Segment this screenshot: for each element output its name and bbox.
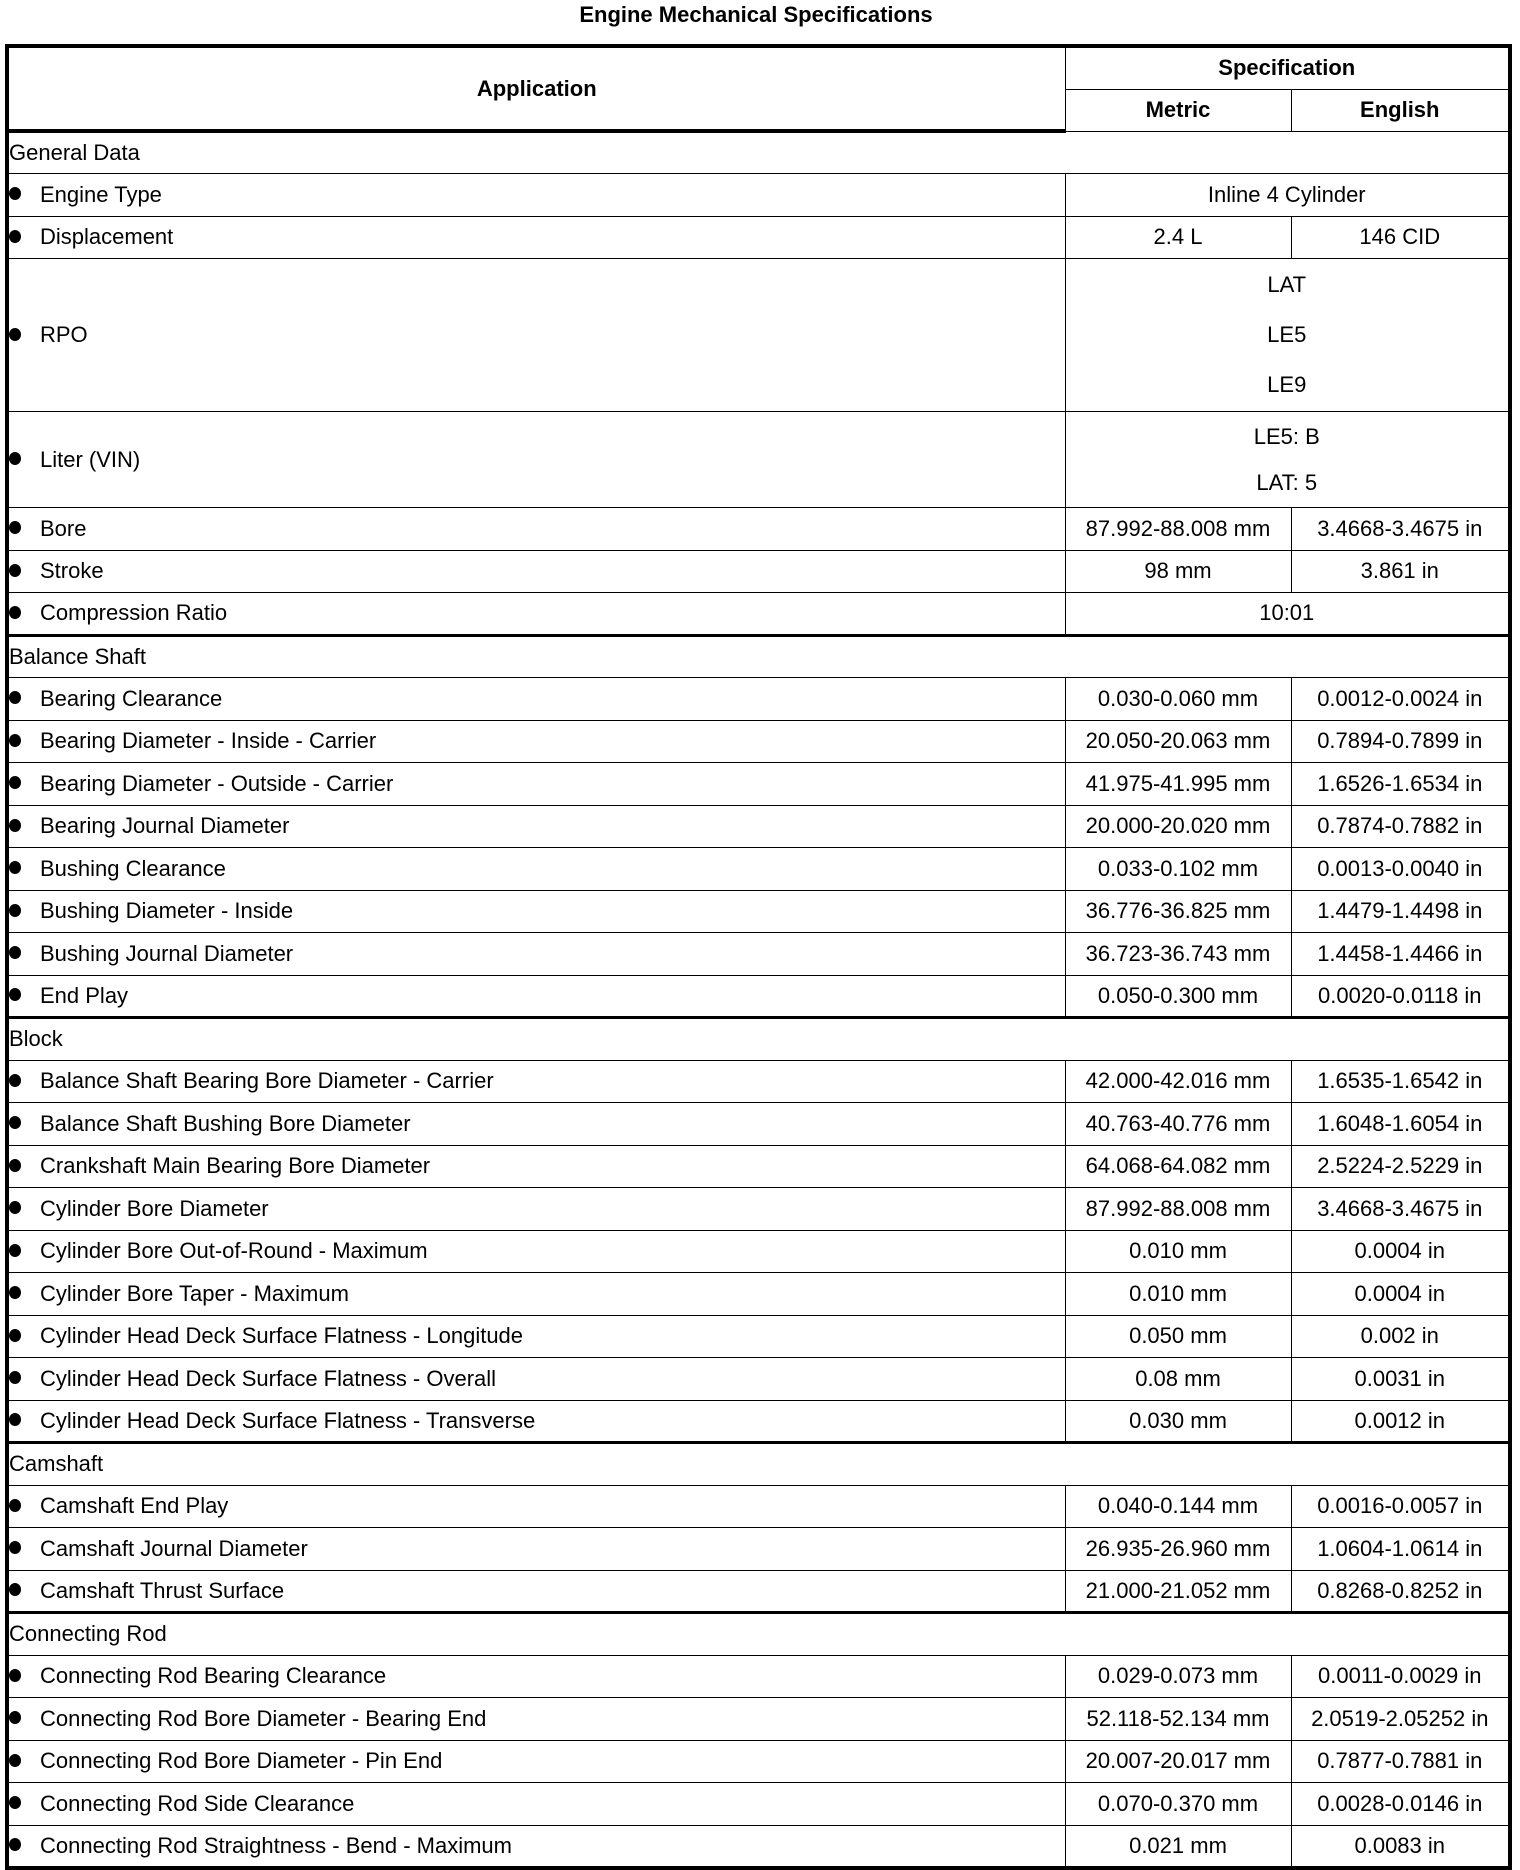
row-label: Camshaft Thrust Surface — [40, 1577, 285, 1603]
bullet-icon — [9, 904, 21, 917]
english-value: 0.0004 in — [1291, 1230, 1510, 1273]
spec-value-multiline — [1065, 412, 1510, 508]
row-label: Camshaft End Play — [40, 1493, 229, 1519]
row-label: Bushing Journal Diameter — [40, 940, 294, 966]
english-value: 0.0012 in — [1291, 1400, 1510, 1443]
english-value: 3.4668-3.4675 in — [1291, 1188, 1510, 1231]
table-row — [7, 720, 1510, 763]
table-row — [7, 1273, 1510, 1316]
bullet-icon — [9, 819, 21, 832]
bullet-icon — [9, 988, 21, 1001]
metric-value: 0.030 mm — [1065, 1400, 1291, 1443]
row-label: Cylinder Bore Taper - Maximum — [40, 1280, 349, 1306]
bullet-icon — [9, 606, 21, 619]
bullet-icon — [9, 1754, 21, 1767]
bullet-icon — [9, 1838, 21, 1851]
section-header-row — [7, 1018, 1510, 1061]
table-row — [7, 1698, 1510, 1741]
bullet-icon — [9, 452, 21, 465]
metric-value: 0.070-0.370 mm — [1065, 1783, 1291, 1826]
row-label-cell — [7, 1315, 1065, 1358]
english-value: 0.8268-0.8252 in — [1291, 1570, 1510, 1613]
row-label-cell — [7, 975, 1065, 1018]
row-label-cell — [7, 1740, 1065, 1783]
spec-value-multiline — [1065, 259, 1510, 412]
table-row — [7, 259, 1510, 412]
row-label: Cylinder Head Deck Surface Flatness - Transverse — [40, 1407, 536, 1433]
metric-value: 0.030-0.060 mm — [1065, 678, 1291, 721]
spec-value-line: LAT: 5 — [1256, 469, 1318, 495]
row-label-cell — [7, 678, 1065, 721]
table-row — [7, 1740, 1510, 1783]
english-value: 2.0519-2.05252 in — [1291, 1698, 1510, 1741]
row-label-cell — [7, 1783, 1065, 1826]
row-label-cell — [7, 1230, 1065, 1273]
row-label: Engine Type — [40, 181, 162, 207]
bullet-icon — [9, 1286, 21, 1299]
column-header-specification: Specification — [1065, 46, 1510, 89]
row-label: Cylinder Head Deck Surface Flatness - Longitude — [40, 1323, 524, 1349]
bullet-icon — [9, 1244, 21, 1257]
section-title: Connecting Rod — [7, 1613, 1510, 1656]
metric-value: 0.010 mm — [1065, 1273, 1291, 1316]
metric-value: 21.000-21.052 mm — [1065, 1570, 1291, 1613]
english-value: 0.0013-0.0040 in — [1291, 848, 1510, 891]
row-label-cell — [7, 1188, 1065, 1231]
english-value: 0.7894-0.7899 in — [1291, 720, 1510, 763]
row-label-cell — [7, 1060, 1065, 1103]
metric-value: 87.992-88.008 mm — [1065, 1188, 1291, 1231]
english-value: 3.4668-3.4675 in — [1291, 508, 1510, 551]
bullet-icon — [9, 1413, 21, 1426]
bullet-icon — [9, 691, 21, 704]
row-label: Bearing Clearance — [40, 685, 223, 711]
table-row — [7, 805, 1510, 848]
metric-value: 64.068-64.082 mm — [1065, 1145, 1291, 1188]
row-label-cell — [7, 1528, 1065, 1571]
english-value: 0.0028-0.0146 in — [1291, 1783, 1510, 1826]
row-label: Camshaft Journal Diameter — [40, 1535, 308, 1561]
english-value: 0.7877-0.7881 in — [1291, 1740, 1510, 1783]
row-label: Bearing Diameter - Outside - Carrier — [40, 770, 394, 796]
row-label: Balance Shaft Bushing Bore Diameter — [40, 1110, 411, 1136]
english-value: 0.0020-0.0118 in — [1291, 975, 1510, 1018]
english-value: 2.5224-2.5229 in — [1291, 1145, 1510, 1188]
bullet-icon — [9, 946, 21, 959]
english-value: 0.0083 in — [1291, 1825, 1510, 1868]
metric-value: 42.000-42.016 mm — [1065, 1060, 1291, 1103]
row-label-cell — [7, 1570, 1065, 1613]
row-label-cell — [7, 593, 1065, 636]
english-value: 1.0604-1.0614 in — [1291, 1528, 1510, 1571]
english-value: 1.6535-1.6542 in — [1291, 1060, 1510, 1103]
table-row — [7, 1358, 1510, 1401]
section-header-row — [7, 1443, 1510, 1486]
table-row — [7, 593, 1510, 636]
column-header-metric: Metric — [1065, 89, 1291, 131]
metric-value: 0.08 mm — [1065, 1358, 1291, 1401]
metric-value: 20.050-20.063 mm — [1065, 720, 1291, 763]
row-label-cell — [7, 1825, 1065, 1868]
bullet-icon — [9, 1669, 21, 1682]
row-label: Connecting Rod Straightness - Bend - Maximum — [40, 1832, 512, 1858]
table-row — [7, 1060, 1510, 1103]
row-label-cell — [7, 890, 1065, 933]
metric-value: 36.776-36.825 mm — [1065, 890, 1291, 933]
table-row — [7, 216, 1510, 259]
metric-value: 0.050-0.300 mm — [1065, 975, 1291, 1018]
row-label: Displacement — [40, 224, 174, 250]
bullet-icon — [9, 1371, 21, 1384]
row-label: Compression Ratio — [40, 600, 228, 626]
bullet-icon — [9, 564, 21, 577]
section-title: General Data — [7, 131, 1510, 174]
bullet-icon — [9, 1159, 21, 1172]
row-label-cell — [7, 1485, 1065, 1528]
metric-value: 52.118-52.134 mm — [1065, 1698, 1291, 1741]
row-label: RPO — [40, 322, 88, 347]
table-row — [7, 1655, 1510, 1698]
row-label: Cylinder Bore Diameter — [40, 1195, 269, 1221]
metric-value: 0.010 mm — [1065, 1230, 1291, 1273]
column-header-application: Application — [7, 46, 1065, 131]
row-label: Stroke — [40, 558, 104, 584]
metric-value: 0.050 mm — [1065, 1315, 1291, 1358]
table-row — [7, 412, 1510, 508]
metric-value: 0.029-0.073 mm — [1065, 1655, 1291, 1698]
row-label: Bore — [40, 515, 87, 541]
row-label-cell — [7, 848, 1065, 891]
table-row — [7, 508, 1510, 551]
table-row — [7, 848, 1510, 891]
table-row — [7, 1188, 1510, 1231]
metric-value: 40.763-40.776 mm — [1065, 1103, 1291, 1146]
bullet-icon — [9, 1499, 21, 1512]
table-row — [7, 1400, 1510, 1443]
metric-value: 0.040-0.144 mm — [1065, 1485, 1291, 1528]
metric-value: 20.000-20.020 mm — [1065, 805, 1291, 848]
row-label: Connecting Rod Bore Diameter - Bearing End — [40, 1705, 487, 1731]
page-title: Engine Mechanical Specifications — [579, 2, 933, 27]
english-value: 0.0016-0.0057 in — [1291, 1485, 1510, 1528]
english-value: 1.4458-1.4466 in — [1291, 933, 1510, 976]
row-label-cell — [7, 1698, 1065, 1741]
metric-value: 98 mm — [1065, 550, 1291, 593]
english-value: 0.0011-0.0029 in — [1291, 1655, 1510, 1698]
table-row — [7, 890, 1510, 933]
section-title: Camshaft — [7, 1443, 1510, 1486]
table-row — [7, 1485, 1510, 1528]
table-row — [7, 975, 1510, 1018]
spec-value-combined: Inline 4 Cylinder — [1065, 174, 1510, 217]
row-label-cell — [7, 1103, 1065, 1146]
bullet-icon — [9, 861, 21, 874]
metric-value: 0.033-0.102 mm — [1065, 848, 1291, 891]
spec-value-line: LE9 — [1267, 372, 1307, 397]
bullet-icon — [9, 1201, 21, 1214]
section-header-row — [7, 131, 1510, 174]
row-label-cell — [7, 720, 1065, 763]
table-row — [7, 1528, 1510, 1571]
english-value: 0.0004 in — [1291, 1273, 1510, 1316]
table-row — [7, 1145, 1510, 1188]
table-row — [7, 1315, 1510, 1358]
table-row — [7, 1783, 1510, 1826]
metric-value: 87.992-88.008 mm — [1065, 508, 1291, 551]
bullet-icon — [9, 1074, 21, 1087]
bullet-icon — [9, 1541, 21, 1554]
row-label-cell — [7, 174, 1065, 217]
row-label-cell — [7, 1145, 1065, 1188]
section-title: Balance Shaft — [7, 635, 1510, 678]
row-label: Liter (VIN) — [40, 446, 141, 472]
english-value: 146 CID — [1291, 216, 1510, 259]
row-label-cell — [7, 412, 1065, 508]
spec-value-list — [1066, 414, 1509, 506]
column-header-english: English — [1291, 89, 1510, 131]
section-title: Block — [7, 1018, 1510, 1061]
bullet-icon — [9, 521, 21, 534]
spec-value-list — [1066, 260, 1509, 410]
bullet-icon — [9, 734, 21, 747]
row-label: Connecting Rod Bore Diameter - Pin End — [40, 1748, 443, 1774]
english-value: 0.7874-0.7882 in — [1291, 805, 1510, 848]
table-row — [7, 933, 1510, 976]
row-label: Cylinder Bore Out-of-Round - Maximum — [40, 1238, 428, 1264]
table-row — [7, 1230, 1510, 1273]
row-label: Connecting Rod Side Clearance — [40, 1790, 355, 1816]
row-label: Bushing Diameter - Inside — [40, 898, 294, 924]
row-label-cell — [7, 550, 1065, 593]
metric-value: 26.935-26.960 mm — [1065, 1528, 1291, 1571]
row-label-cell — [7, 763, 1065, 806]
bullet-icon — [9, 1711, 21, 1724]
section-header-row — [7, 1613, 1510, 1656]
row-label-cell — [7, 216, 1065, 259]
spec-value-line: LE5: B — [1253, 423, 1320, 449]
row-label-cell — [7, 933, 1065, 976]
row-label-cell — [7, 805, 1065, 848]
metric-value: 41.975-41.995 mm — [1065, 763, 1291, 806]
spec-table — [5, 44, 1512, 1870]
bullet-icon — [9, 1329, 21, 1342]
row-label-cell — [7, 1358, 1065, 1401]
english-value: 0.002 in — [1291, 1315, 1510, 1358]
english-value: 1.6526-1.6534 in — [1291, 763, 1510, 806]
table-row — [7, 1570, 1510, 1613]
bullet-icon — [9, 187, 21, 200]
bullet-icon — [9, 230, 21, 243]
english-value: 1.4479-1.4498 in — [1291, 890, 1510, 933]
row-label: Bearing Journal Diameter — [40, 813, 290, 839]
row-label: Cylinder Head Deck Surface Flatness - Overall — [40, 1365, 497, 1391]
row-label: End Play — [40, 982, 129, 1008]
table-row — [7, 550, 1510, 593]
english-value: 3.861 in — [1291, 550, 1510, 593]
metric-value: 0.021 mm — [1065, 1825, 1291, 1868]
spec-value-line: LE5 — [1267, 322, 1307, 347]
table-row — [7, 1825, 1510, 1868]
english-value: 0.0031 in — [1291, 1358, 1510, 1401]
row-label: Bushing Clearance — [40, 855, 226, 881]
row-label-cell — [7, 1273, 1065, 1316]
bullet-icon — [9, 1583, 21, 1596]
row-label: Balance Shaft Bearing Bore Diameter - Carrier — [40, 1068, 494, 1094]
metric-value: 2.4 L — [1065, 216, 1291, 259]
row-label-cell — [7, 1655, 1065, 1698]
table-row — [7, 763, 1510, 806]
spec-value-combined: 10:01 — [1065, 593, 1510, 636]
english-value: 1.6048-1.6054 in — [1291, 1103, 1510, 1146]
table-row — [7, 174, 1510, 217]
table-row — [7, 1103, 1510, 1146]
row-label-cell — [7, 259, 1065, 412]
row-label: Crankshaft Main Bearing Bore Diameter — [40, 1153, 431, 1179]
spec-table-body — [7, 131, 1510, 1868]
bullet-icon — [9, 328, 21, 341]
row-label-cell — [7, 508, 1065, 551]
english-value: 0.0012-0.0024 in — [1291, 678, 1510, 721]
bullet-icon — [9, 1116, 21, 1129]
bullet-icon — [9, 776, 21, 789]
bullet-icon — [9, 1796, 21, 1809]
row-label: Connecting Rod Bearing Clearance — [40, 1663, 387, 1689]
spec-value-line: LAT — [1267, 272, 1307, 297]
metric-value: 20.007-20.017 mm — [1065, 1740, 1291, 1783]
row-label-cell — [7, 1400, 1065, 1443]
metric-value: 36.723-36.743 mm — [1065, 933, 1291, 976]
section-header-row — [7, 635, 1510, 678]
table-row — [7, 678, 1510, 721]
row-label: Bearing Diameter - Inside - Carrier — [40, 728, 377, 754]
